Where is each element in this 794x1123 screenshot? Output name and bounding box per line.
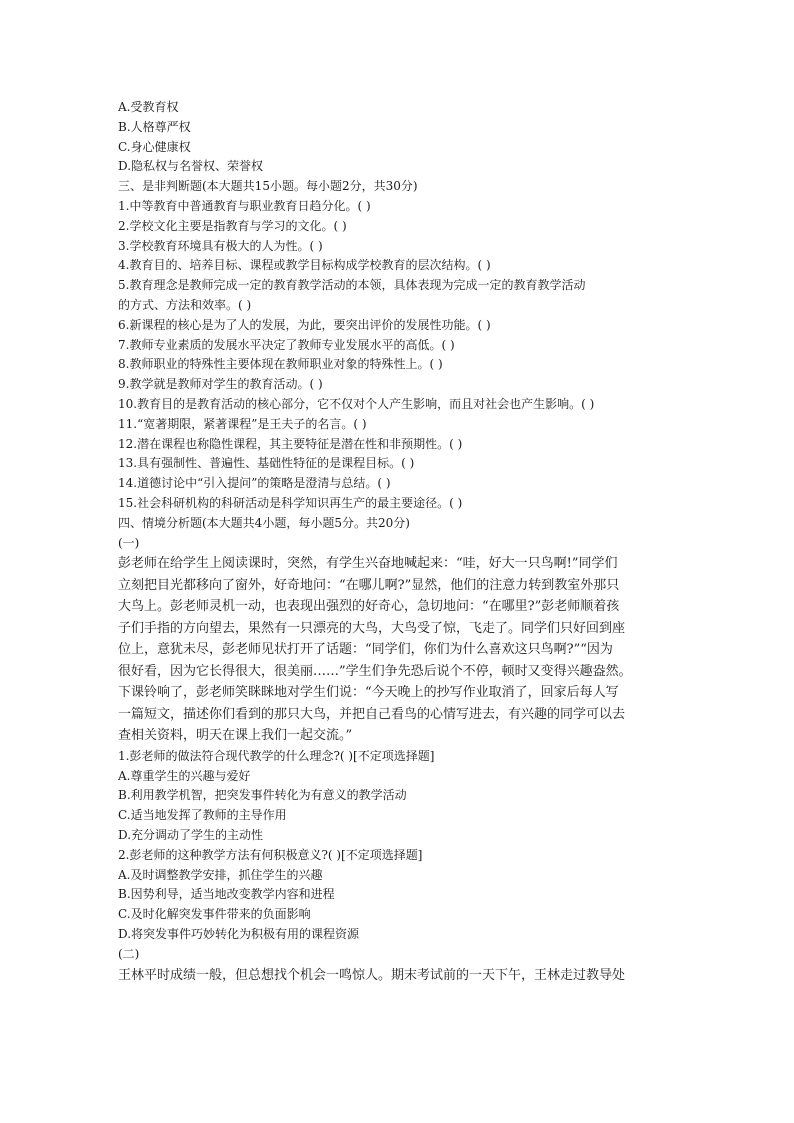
judgment-item: 12.潜在课程也称隐性课程，其主要特征是潜在性和非预期性。( )	[118, 436, 463, 451]
paragraph-line: 下课铃响了，彭老师笑眯眯地对学生们说：“今天晚上的抄写作业取消了，回家后每人写	[118, 685, 619, 701]
paragraph-line: 立刻把目光都移向了窗外，好奇地问：“在哪儿啊?”显然，他们的注意力转到教室外那只	[118, 577, 620, 593]
paragraph-line: 位上，意犹未尽，彭老师见状打开了话题：“同学们，你们为什么喜欢这只鸟啊?”“因为	[118, 642, 613, 658]
judgment-item: 8.教师职业的特殊性主要体现在教师职业对象的特殊性上。( )	[118, 357, 443, 372]
paragraph-line: 很好看，因为它长得很大，很美丽……”学生们争先恐后说个不停，顿时又变得兴趣盎然。	[118, 663, 632, 679]
option-d: D.隐私权与名誉权、荣誉权	[118, 159, 264, 174]
question-1-option-b: B.利用教学机智，把突发事件转化为有意义的教学活动	[118, 788, 407, 803]
case-2-label: (二)	[118, 946, 140, 961]
paragraph-line: 王林平时成绩一般，但总想找个机会一鸣惊人。期末考试前的一天下午，王林走过教导处	[118, 967, 626, 983]
judgment-item: 13.具有强制性、普遍性、基础性特征的是课程目标。( )	[118, 456, 415, 471]
judgment-item: 15.社会科研机构的科研活动是科学知识再生产的最主要途径。( )	[118, 495, 463, 510]
judgment-item: 10.教育目的是教育活动的核心部分，它不仅对个人产生影响，而且对社会也产生影响。( )	[118, 396, 595, 411]
option-c: C.身心健康权	[118, 139, 191, 154]
question-2-option-b: B.因势利导，适当地改变教学内容和进程	[118, 887, 335, 902]
judgment-item: 4.教育目的、培养目标、课程或教学目标构成学校教育的层次结构。( )	[118, 258, 491, 273]
judgment-item: 2.学校文化主要是指教育与学习的文化。( )	[118, 218, 347, 233]
judgment-item: 9.教学就是教师对学生的教育活动。( )	[118, 377, 323, 392]
paragraph-line: 一篇短文，描述你们看到的那只大鸟，并把自己看鸟的心情写进去，有兴趣的同学可以去	[118, 706, 626, 722]
question-2	[118, 846, 690, 945]
section-situation-analysis	[118, 514, 690, 986]
case-1-paragraph	[118, 553, 690, 747]
question-1-option-d: D.充分调动了学生的主动性	[118, 828, 264, 843]
question-1	[118, 747, 690, 846]
judgment-item: 6.新课程的核心是为了人的发展，为此，要突出评价的发展性功能。( )	[118, 317, 491, 332]
question-1-option-a: A.尊重学生的兴趣与爱好	[118, 768, 251, 783]
question-2-option-a: A.及时调整教学安排，抓住学生的兴趣	[118, 867, 323, 882]
judgment-item: 1.中等教育中普通教育与职业教育日趋分化。( )	[118, 198, 371, 213]
question-1-option-c: C.适当地发挥了教师的主导作用	[118, 808, 287, 823]
option-a: A.受教育权	[118, 100, 179, 114]
document-page	[118, 98, 690, 986]
section-true-false	[118, 177, 690, 514]
question-2-text: 2.彭老师的这种教学方法有何积极意义?( )[不定项选择题]	[118, 847, 423, 862]
judgment-item: 7.教师专业素质的发展水平决定了教师专业发展水平的高低。( )	[118, 337, 455, 352]
section-3-heading: 三、是非判断题(本大题共15小题。每小题2分，共30分)	[118, 179, 418, 194]
question-1-text: 1.彭老师的做法符合现代教学的什么理念?( )[不定项选择题]	[118, 748, 435, 763]
judgment-item: 11.“宽著期限，紧著课程”是王夫子的名言。( )	[118, 416, 367, 431]
question-2-option-d: D.将突发事件巧妙转化为积极有用的课程资源	[118, 927, 360, 941]
judgment-item-continued: 的方式、方法和效率。( )	[118, 297, 252, 312]
judgment-item: 14.道德讨论中“引入提问”的策略是澄清与总结。( )	[118, 476, 391, 491]
top-options	[118, 98, 690, 177]
question-2-option-c: C.及时化解突发事件带来的负面影响	[118, 907, 311, 922]
case-2-paragraph	[118, 965, 690, 987]
paragraph-line: 彭老师在给学生上阅读课时，突然，有学生兴奋地喊起来：“哇，好大一只鸟啊!”同学们	[118, 556, 618, 572]
judgment-item: 3.学校教育环境具有极大的人为性。( )	[118, 238, 323, 253]
paragraph-line: 大鸟上。彭老师灵机一动，也表现出强烈的好奇心，急切地问：“在哪里?”彭老师顺着孩	[118, 599, 620, 615]
option-b: B.人格尊严权	[118, 119, 191, 134]
paragraph-line: 子们手指的方向望去，果然有一只漂亮的大鸟，大鸟受了惊，飞走了。同学们只好回到座	[118, 620, 626, 636]
case-1-label: (一)	[118, 535, 140, 550]
paragraph-line: 查相关资料，明天在课上我们一起交流。”	[118, 728, 353, 744]
section-4-heading: 四、情境分析题(本大题共4小题，每小题5分。共20分)	[118, 515, 410, 530]
judgment-item: 5.教育理念是教师完成一定的教育教学活动的本领，具体表现为完成一定的教育教学活动	[118, 278, 586, 293]
